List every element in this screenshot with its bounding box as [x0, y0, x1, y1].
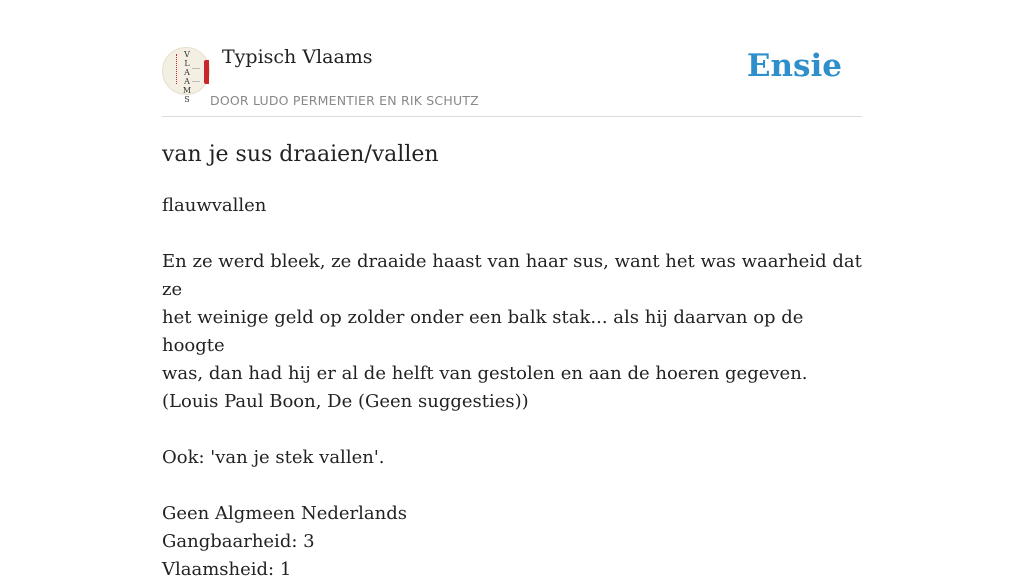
definition: flauwvallen: [162, 195, 267, 216]
also-note: Ook: 'van je stek vallen'.: [162, 447, 385, 468]
logo-text-lines: [192, 68, 200, 82]
logo-letters: V L A A M S: [182, 50, 192, 104]
vlaamsheid: Vlaamsheid: 1: [162, 559, 292, 580]
entry-title: van je sus draaien/vallen: [162, 142, 439, 167]
entry-content: [162, 138, 862, 584]
gangbaarheid: Gangbaarheid: 3: [162, 531, 315, 552]
entry-body: [162, 192, 862, 584]
example-line: het weinige geld op zolder onder een balk stak... als hij daarvan op de hoogte: [162, 307, 804, 356]
example-line: was, dan had hij er al de helft van gestolen en aan de hoeren gegeven.: [162, 363, 808, 384]
classification: Geen Algmeen Nederlands: [162, 503, 407, 524]
site-header: [162, 40, 862, 117]
byline: DOOR LUDO PERMENTIER EN RIK SCHUTZ: [210, 93, 479, 108]
site-title[interactable]: Typisch Vlaams: [222, 46, 373, 68]
example-line: En ze werd bleek, ze draaide haast van haar sus, want het was waarheid dat ze: [162, 251, 862, 300]
typisch-vlaams-logo[interactable]: [162, 47, 210, 104]
logo-red-dotted-line: [176, 54, 180, 84]
logo-red-edge: [204, 60, 209, 84]
ensie-brand-link[interactable]: Ensie: [746, 48, 842, 84]
citation: (Louis Paul Boon, De (Geen suggesties)): [162, 391, 529, 412]
